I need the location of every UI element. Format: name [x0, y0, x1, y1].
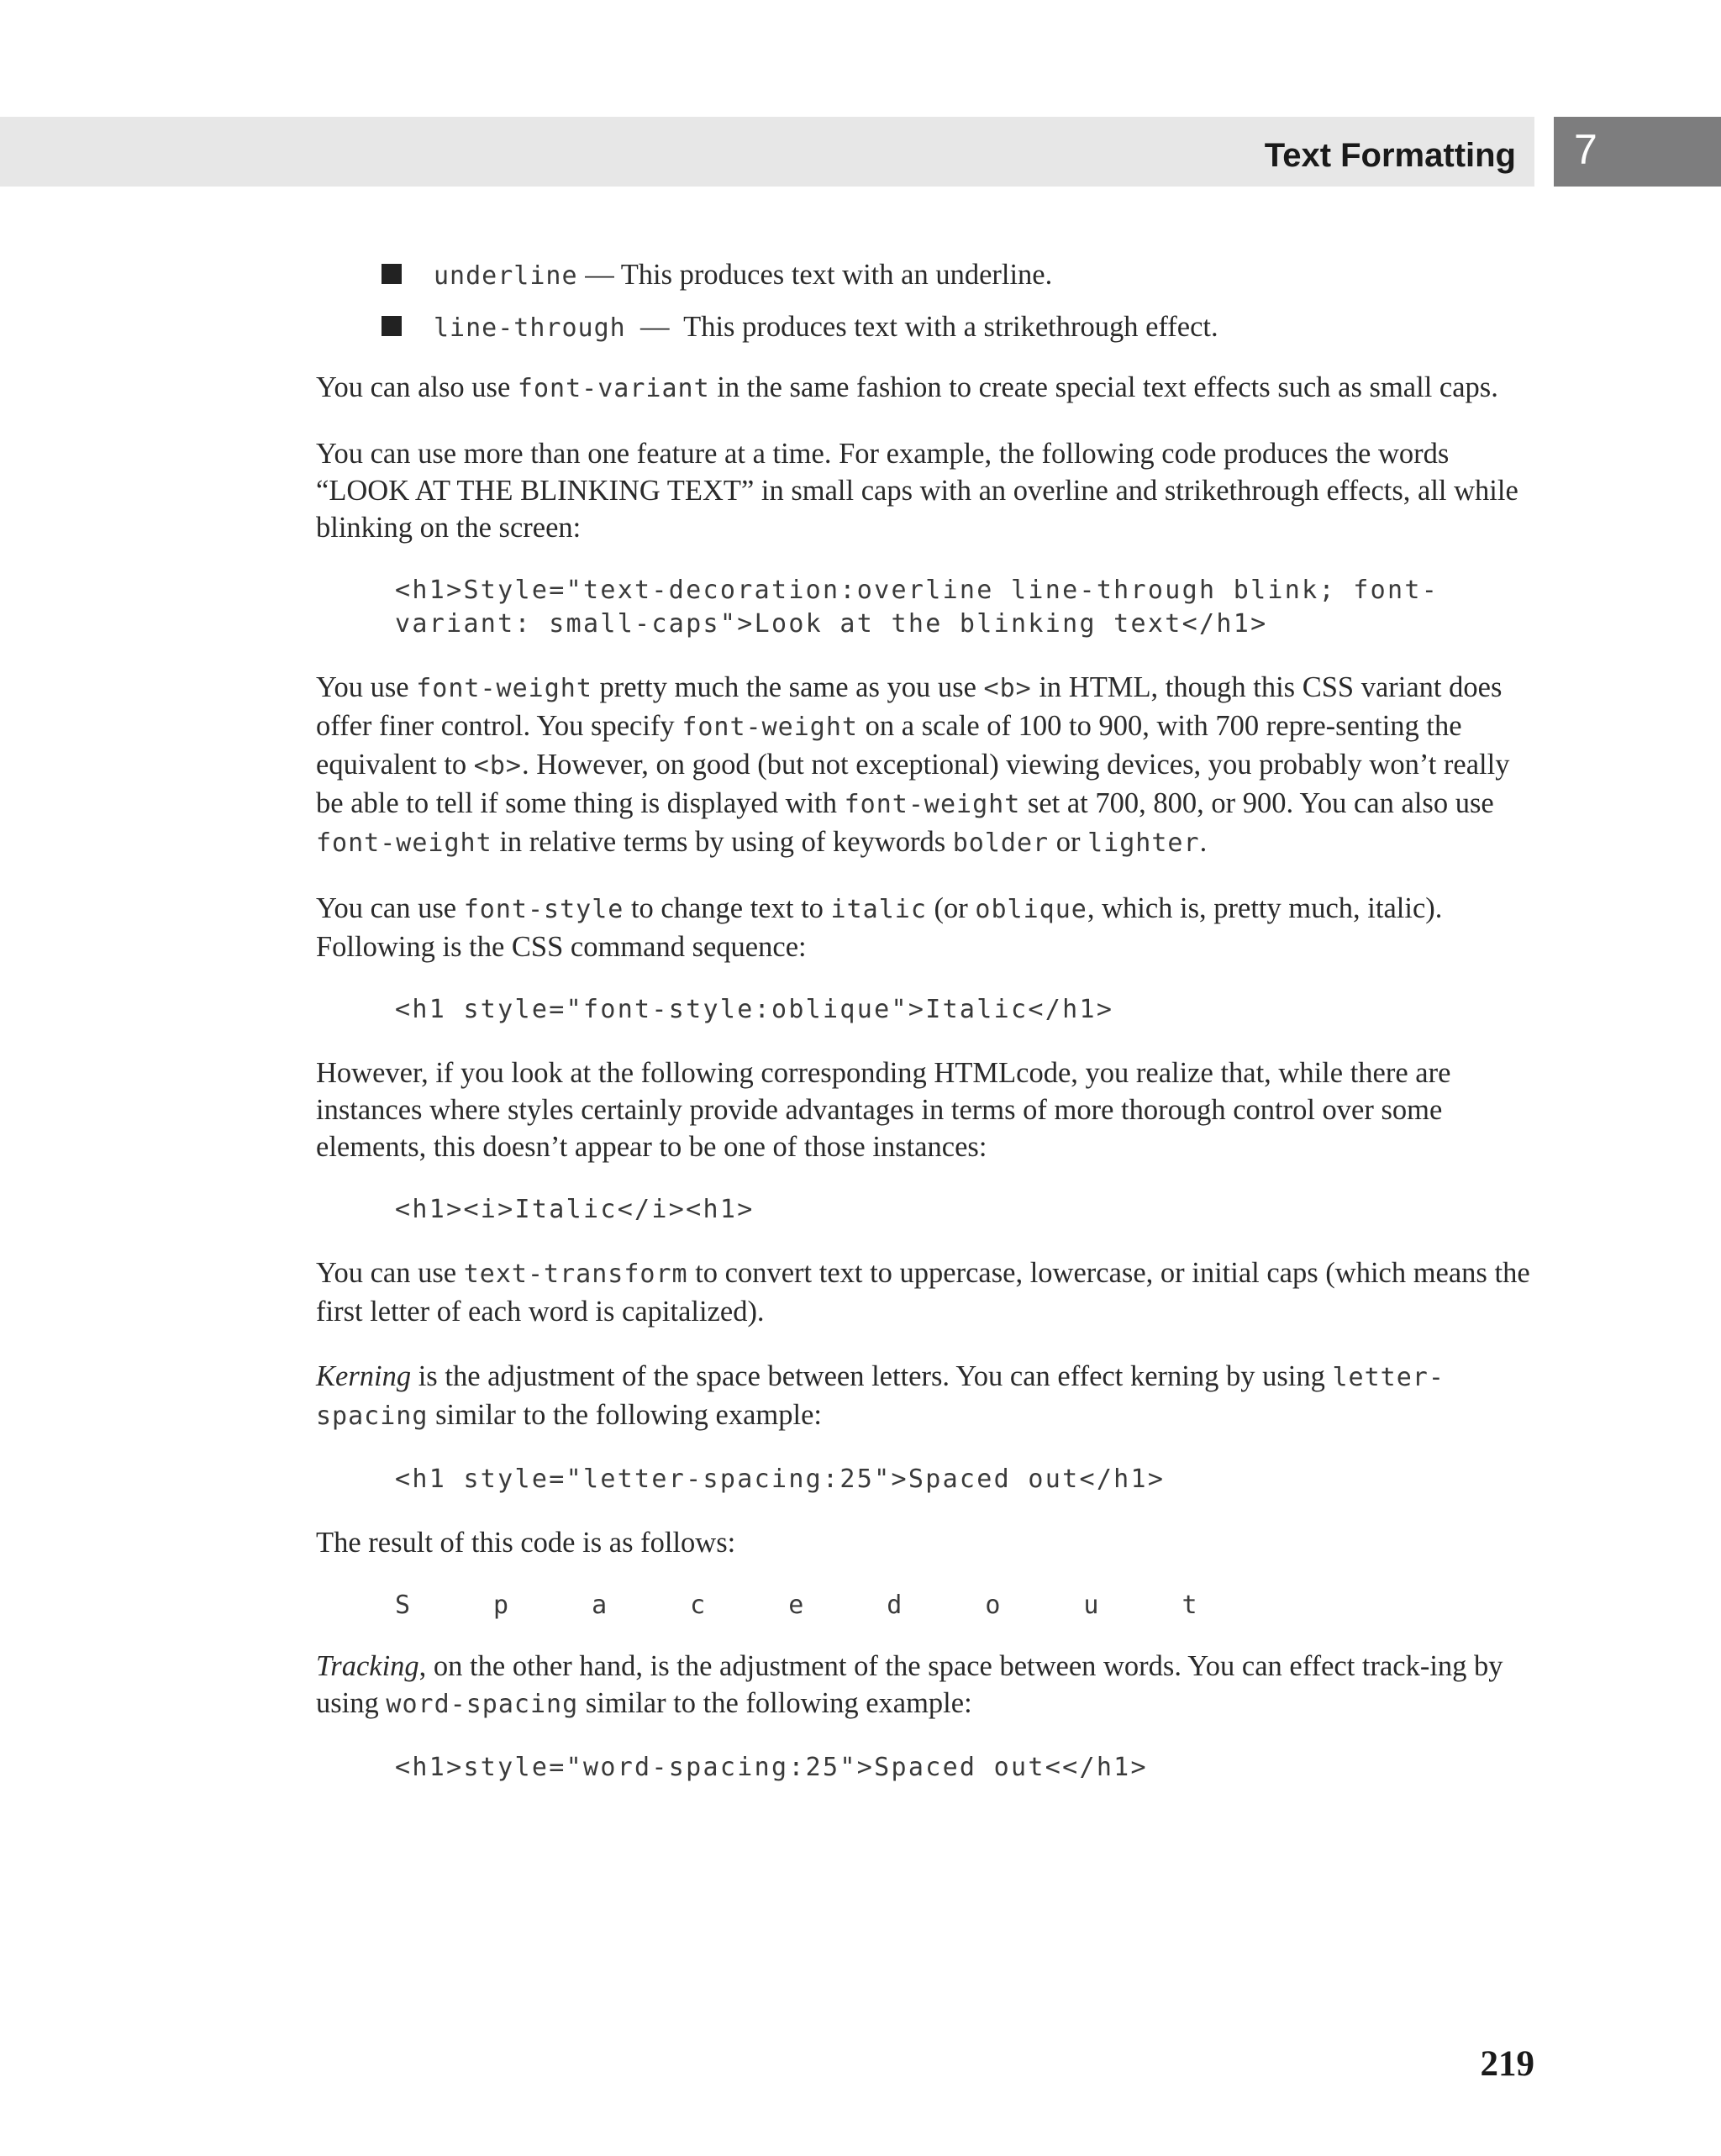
chapter-tab — [1554, 117, 1721, 187]
bullet-list — [316, 256, 1534, 347]
chapter-number: 7 — [1574, 126, 1597, 173]
paragraph-font-variant: You can also use font-variant in the same fashion to create special text effects such as small caps. — [316, 371, 1498, 403]
paragraph-html-comparison: However, if you look at the following corresponding HTMLcode, you realize that, while there are instances where styles certainly provide advantages in terms of more thorough control over some elements, this doesn’t appear to be one of those instances: — [316, 1057, 1451, 1163]
paragraph-result: The result of this code is as follows: — [316, 1527, 736, 1559]
bullet-text: — This produces text with a strikethrough effect. — [625, 311, 1218, 343]
code-block-word-spacing: <h1>style="word-spacing:25">Spaced out<</h1> — [395, 1753, 1148, 1782]
bullet-code: underline — [434, 261, 578, 291]
paragraph-text-transform: You can use text-transform to convert text to uppercase, lowercase, or initial caps (which means the first letter of each word is capitalized). — [316, 1257, 1530, 1328]
spaced-out-result: Spacedout — [395, 1591, 1281, 1620]
paragraph-font-weight: You use font-weight pretty much the same as you use <b> in HTML, though this CSS variant does offer finer control. You specify font-weight on a scale of 100 to 900, with 700 repre-senting the equivalent to <b>. However, on good (but not exceptional) viewing devices, you probably won’t really be able to tell if some thing is displayed with font-weight set at 700, 800, or 900. You can also use font-weight in relative terms by using of keywords bolder or lighter. — [316, 671, 1510, 858]
page-body — [316, 256, 1534, 1812]
code-block-italic: <h1><i>Italic</i><h1> — [395, 1195, 755, 1224]
page-number: 219 — [1480, 2044, 1534, 2084]
bullet-text: — This produces text with an underline. — [577, 259, 1053, 291]
paragraph-font-style: You can use font-style to change text to italic (or oblique, which is, pretty much, italic). Following is the CSS command sequence: — [316, 892, 1443, 963]
paragraph-kerning: Kerning is the adjustment of the space between letters. You can effect kerning by using letter-spacing similar to the following example: — [316, 1360, 1445, 1431]
running-header-title: Text Formatting — [1264, 137, 1516, 174]
code-block-letter-spacing: <h1 style="letter-spacing:25">Spaced out</h1> — [395, 1465, 1166, 1494]
paragraph-multiple-features: You can use more than one feature at a time. For example, the following code produces the words “LOOK AT THE BLINKING TEXT” in small caps with an overline and strikethrough effects, all while blinking on the screen: — [316, 438, 1518, 544]
code-block-blinking: <h1>Style="text-decoration:overline line-through blink; font-variant: small-caps">Look at the blinking text</h1> — [395, 576, 1439, 639]
bullet-item-line-through — [316, 308, 1534, 347]
paragraph-tracking: Tracking, on the other hand, is the adjustment of the space between words. You can effect track-ing by using word-spacing similar to the following example: — [316, 1650, 1503, 1719]
bullet-item-underline — [316, 256, 1534, 295]
bullet-code: line-through — [434, 313, 626, 343]
code-block-oblique: <h1 style="font-style:oblique">Italic</h1> — [395, 995, 1114, 1024]
